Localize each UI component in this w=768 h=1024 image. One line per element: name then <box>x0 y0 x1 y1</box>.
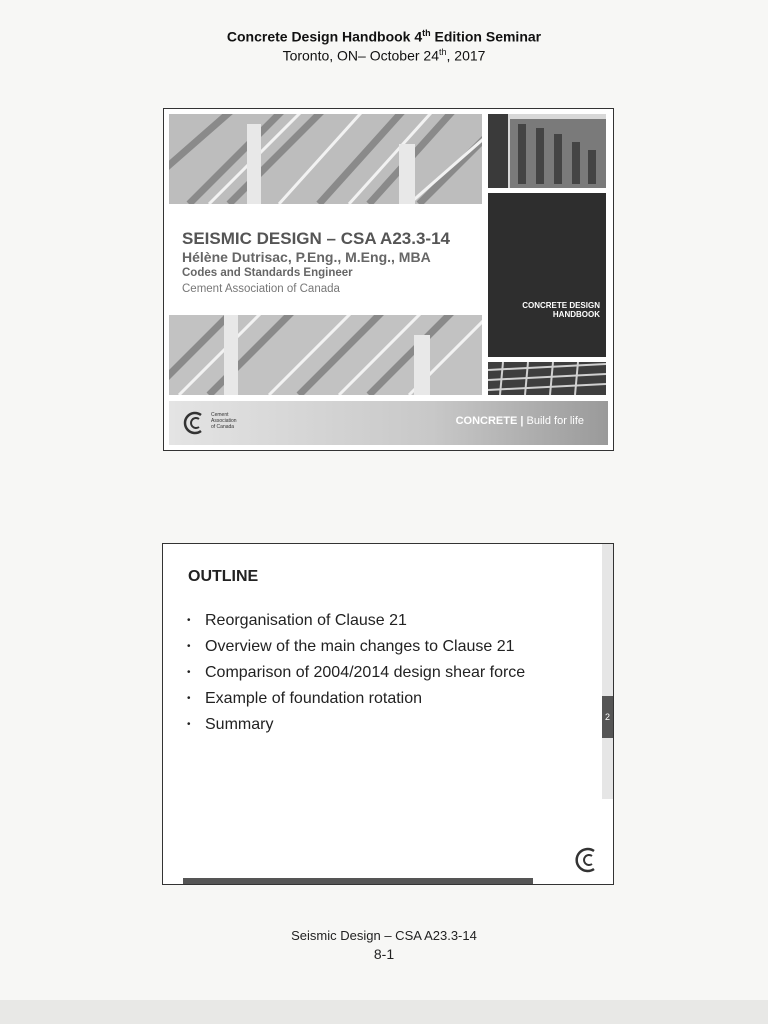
list-item: • Summary <box>187 716 274 733</box>
outline-slide <box>162 543 614 885</box>
building-photo <box>488 114 606 188</box>
list-item: • Overview of the main changes to Clause 21 <box>187 638 515 655</box>
handbook-title: CONCRETE DESIGN HANDBOOK <box>522 301 600 319</box>
brick-photo <box>488 362 606 395</box>
list-item: • Comparison of 2004/2014 design shear force <box>187 664 526 681</box>
footer-slogan: CONCRETE | Build for life <box>455 415 584 427</box>
footer-title: Seismic Design – CSA A23.3-14 <box>291 928 477 943</box>
seminar-title: Concrete Design Handbook 4th Edition Seminar <box>226 28 542 45</box>
page-number: 8-1 <box>373 946 395 962</box>
cac-logo-icon <box>183 411 207 435</box>
handbook-cover <box>488 193 606 357</box>
author-role: Codes and Standards Engineer <box>182 267 353 279</box>
slide-sidebar <box>602 544 613 799</box>
scan-edge-strip <box>0 1000 768 1024</box>
cac-logo-text: Cement Association of Canada <box>211 412 237 430</box>
outline-heading: OUTLINE <box>188 568 259 585</box>
slide-footer-banner <box>169 401 608 445</box>
author-organization: Cement Association of Canada <box>182 283 340 295</box>
slide-page-number: 2 <box>602 696 613 738</box>
cac-logo-icon <box>573 846 601 874</box>
author-name: Hélène Dutrisac, P.Eng., M.Eng., MBA <box>182 249 431 265</box>
list-item: • Reorganisation of Clause 21 <box>187 612 407 629</box>
page-footer <box>0 928 768 962</box>
outline-list <box>187 608 525 738</box>
slide-title: SEISMIC DESIGN – CSA A23.3-14 <box>182 229 450 248</box>
concrete-photo-top <box>169 114 482 204</box>
slide-bottom-bar <box>183 878 533 884</box>
seminar-location-date: Toronto, ON– October 24th, 2017 <box>282 46 486 64</box>
concrete-photo-bottom <box>169 315 482 395</box>
title-slide <box>163 108 614 451</box>
list-item: • Example of foundation rotation <box>187 690 423 707</box>
page-header <box>0 28 768 63</box>
